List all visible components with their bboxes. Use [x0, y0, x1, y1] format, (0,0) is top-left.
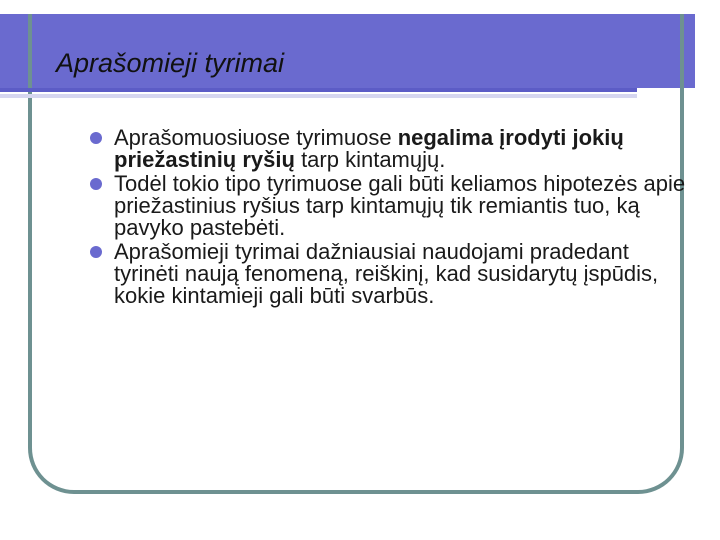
bullet-text: tarp kintamųjų. — [294, 147, 446, 172]
bullet-text: Aprašomuosiuose tyrimuose — [114, 125, 398, 150]
bullet-item — [90, 241, 690, 307]
title-underline — [0, 88, 637, 92]
bullet-text: Aprašomieji tyrimai dažniausiai naudojami pradedant tyrinėti naują fenomeną, reiškinį, kad susidarytų įspūdis, kokie kintamieji gali būti svarbūs. — [114, 239, 659, 308]
bullet-dot-icon — [90, 246, 102, 258]
bullet-emphasis: negalima įrodyti jokių priežastinių ryšių — [114, 125, 624, 172]
bullet-dot-icon — [90, 132, 102, 144]
bullet-item — [90, 173, 690, 239]
bullet-text: Todėl tokio tipo tyrimuose gali būti keliamos hipotezės apie priežastinius ryšius tarp kintamųjų tik remiantis tuo, ką pavyko pastebėti. — [114, 171, 686, 240]
title-underline-shadow — [0, 94, 637, 98]
bullet-item — [90, 127, 690, 171]
slide-title: Aprašomieji tyrimai — [56, 48, 285, 78]
bullet-list — [90, 127, 690, 309]
bullet-dot-icon — [90, 178, 102, 190]
